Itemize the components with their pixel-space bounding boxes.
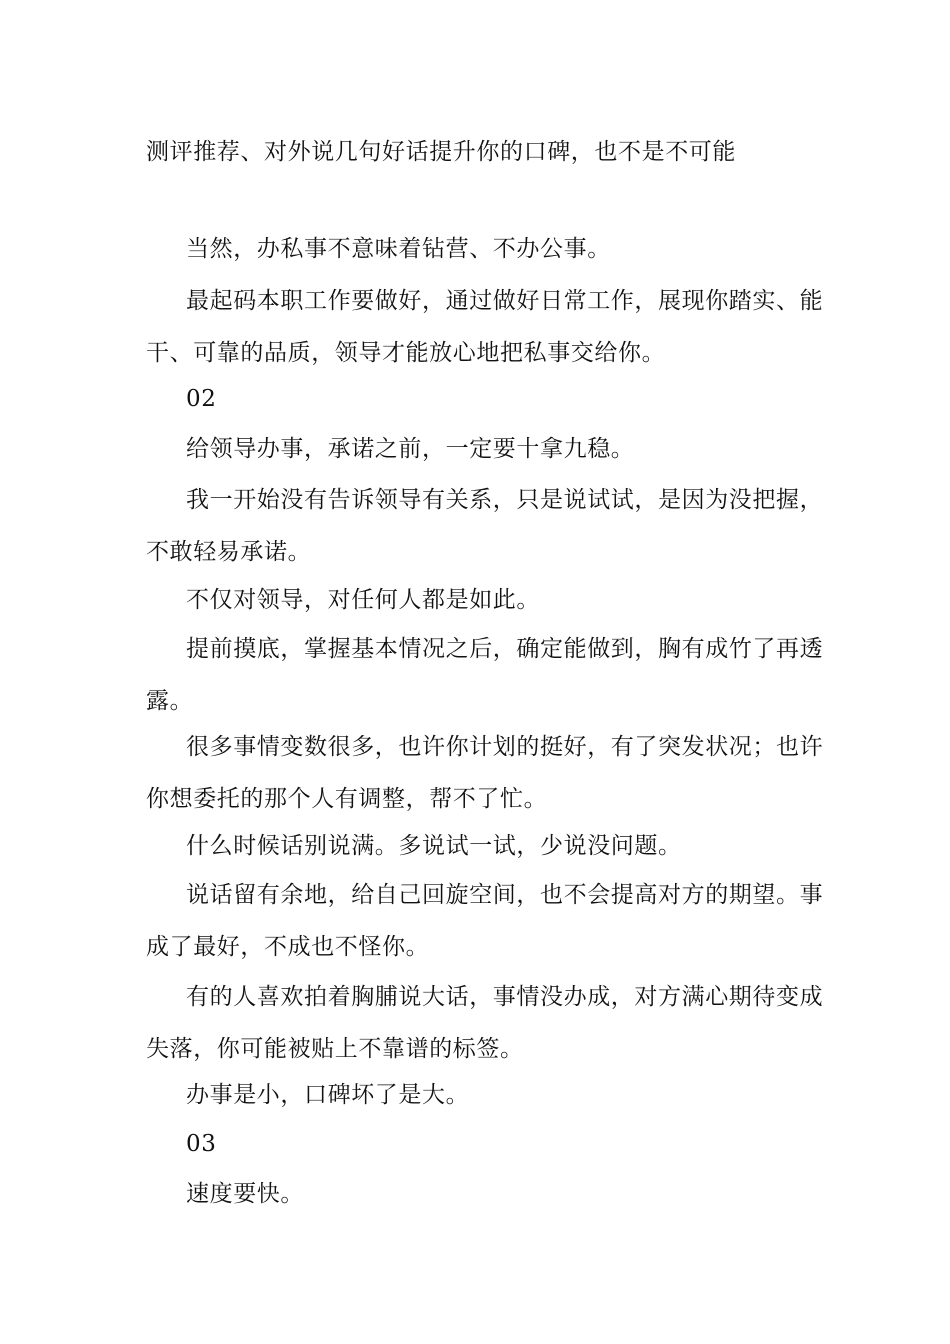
paragraph: 速度要快。 bbox=[186, 1181, 304, 1207]
paragraph-intro-continuation: 测评推荐、对外说几句好话提升你的口碑，也不是不可能 bbox=[146, 139, 736, 165]
paragraph: 说话留有余地，给自己回旋空间，也不会提高对方的期望。事成了最好，不成也不怪你。 bbox=[146, 882, 824, 960]
paragraph: 当然，办私事不意味着钻营、不办公事。 bbox=[186, 236, 611, 262]
paragraph: 很多事情变数很多，也许你计划的挺好，有了突发状况；也许你想委托的那个人有调整，帮不了忙。 bbox=[146, 734, 824, 812]
paragraph: 我一开始没有告诉领导有关系，只是说试试，是因为没把握，不敢轻易承诺。 bbox=[146, 487, 824, 565]
section-number: 02 bbox=[186, 386, 217, 412]
paragraph: 什么时候话别说满。多说试一试，少说没问题。 bbox=[186, 833, 682, 859]
paragraph: 最起码本职工作要做好，通过做好日常工作，展现你踏实、能干、可靠的品质，领导才能放心地把私事交给你。 bbox=[146, 288, 824, 366]
section-number: 03 bbox=[186, 1131, 217, 1157]
paragraph: 办事是小，口碑坏了是大。 bbox=[186, 1082, 470, 1108]
paragraph: 给领导办事，承诺之前，一定要十拿九稳。 bbox=[186, 436, 635, 462]
paragraph: 提前摸底，掌握基本情况之后，确定能做到，胸有成竹了再透露。 bbox=[146, 636, 824, 714]
paragraph: 有的人喜欢拍着胸脯说大话，事情没办成，对方满心期待变成失落，你可能被贴上不靠谱的标签。 bbox=[146, 984, 824, 1062]
paragraph: 不仅对领导，对任何人都是如此。 bbox=[186, 587, 540, 613]
